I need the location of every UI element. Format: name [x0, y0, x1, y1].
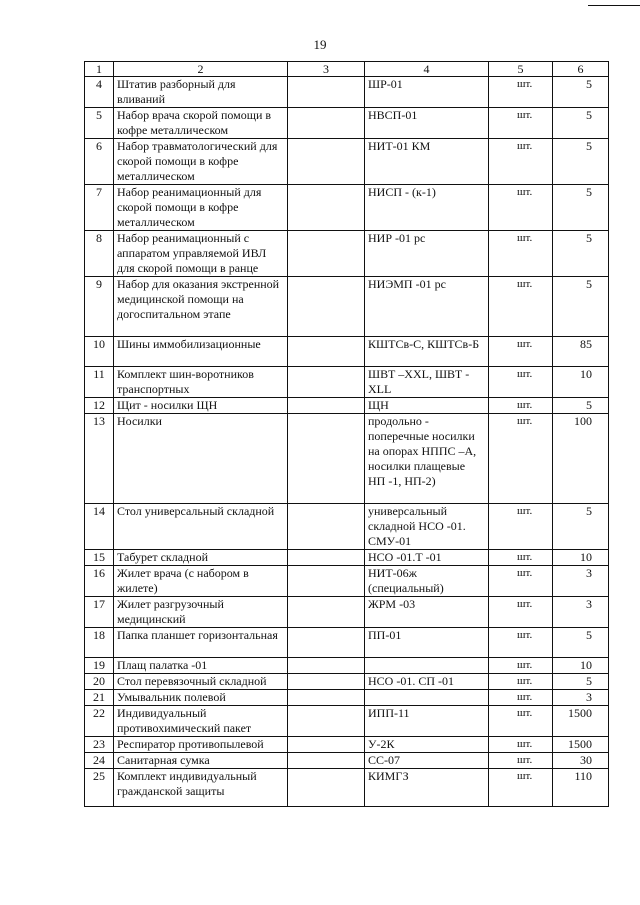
column-3-cell	[288, 753, 365, 769]
column-3-cell	[288, 674, 365, 690]
row-number-cell: 17	[85, 597, 114, 628]
quantity-cell: 1500	[553, 737, 609, 753]
model-cell: КШТСв-С, КШТСв-Б	[365, 337, 489, 367]
table-row	[85, 597, 609, 628]
table-row	[85, 337, 609, 367]
row-number-cell: 10	[85, 337, 114, 367]
item-name-cell: Набор врача скорой помощи в кофре металлическом	[114, 108, 288, 139]
column-3-cell	[288, 139, 365, 185]
unit-cell: шт.	[489, 597, 553, 628]
row-number-cell: 6	[85, 139, 114, 185]
row-number-cell: 20	[85, 674, 114, 690]
model-cell: ЖРМ -03	[365, 597, 489, 628]
unit-cell: шт.	[489, 769, 553, 807]
row-number-cell: 5	[85, 108, 114, 139]
item-name-cell: Индивидуальный противохимический пакет	[114, 706, 288, 737]
table-row	[85, 231, 609, 277]
model-cell: НИТ-01 КМ	[365, 139, 489, 185]
row-number-cell: 19	[85, 658, 114, 674]
item-name-cell: Умывальник полевой	[114, 690, 288, 706]
unit-cell: шт.	[489, 550, 553, 566]
table-header-row	[85, 62, 609, 77]
unit-cell: шт.	[489, 566, 553, 597]
row-number-cell: 22	[85, 706, 114, 737]
column-3-cell	[288, 628, 365, 658]
model-cell: СС-07	[365, 753, 489, 769]
unit-cell: шт.	[489, 139, 553, 185]
model-cell: НСО -01.Т -01	[365, 550, 489, 566]
column-3-cell	[288, 550, 365, 566]
table-row	[85, 566, 609, 597]
item-name-cell: Набор реанимационный для скорой помощи в кофре металлическом	[114, 185, 288, 231]
row-number-cell: 13	[85, 414, 114, 504]
model-cell: НИЭМП -01 рс	[365, 277, 489, 337]
equipment-table	[84, 61, 609, 807]
unit-cell: шт.	[489, 628, 553, 658]
page-number: 19	[313, 37, 327, 52]
header-cell: 1	[85, 62, 114, 77]
item-name-cell: Жилет врача (с набором в жилете)	[114, 566, 288, 597]
quantity-cell: 30	[553, 753, 609, 769]
row-number-cell: 11	[85, 367, 114, 398]
item-name-cell: Штатив разборный для вливаний	[114, 77, 288, 108]
quantity-cell: 10	[553, 367, 609, 398]
model-cell: универсальный складной НСО -01. СМУ-01	[365, 504, 489, 550]
quantity-cell: 5	[553, 628, 609, 658]
table-row	[85, 139, 609, 185]
column-3-cell	[288, 597, 365, 628]
column-3-cell	[288, 737, 365, 753]
model-cell: КИМГЗ	[365, 769, 489, 807]
unit-cell: шт.	[489, 77, 553, 108]
header-cell: 2	[114, 62, 288, 77]
unit-cell: шт.	[489, 185, 553, 231]
quantity-cell: 10	[553, 658, 609, 674]
column-3-cell	[288, 337, 365, 367]
quantity-cell: 3	[553, 690, 609, 706]
table-row	[85, 690, 609, 706]
table-row	[85, 504, 609, 550]
corner-line	[588, 5, 640, 6]
table-row	[85, 398, 609, 414]
row-number-cell: 9	[85, 277, 114, 337]
model-cell: ЩН	[365, 398, 489, 414]
table-row	[85, 277, 609, 337]
model-cell: ПП-01	[365, 628, 489, 658]
quantity-cell: 100	[553, 414, 609, 504]
table-row	[85, 77, 609, 108]
quantity-cell: 5	[553, 277, 609, 337]
table-row	[85, 769, 609, 807]
model-cell: ШР-01	[365, 77, 489, 108]
item-name-cell: Санитарная сумка	[114, 753, 288, 769]
model-cell: НИТ-06ж (специальный)	[365, 566, 489, 597]
column-3-cell	[288, 658, 365, 674]
model-cell: У-2К	[365, 737, 489, 753]
quantity-cell: 5	[553, 398, 609, 414]
row-number-cell: 12	[85, 398, 114, 414]
model-cell: НВСП-01	[365, 108, 489, 139]
unit-cell: шт.	[489, 414, 553, 504]
item-name-cell: Набор травматологический для скорой помощи в кофре металлическом	[114, 139, 288, 185]
item-name-cell: Папка планшет горизонтальная	[114, 628, 288, 658]
header-cell: 3	[288, 62, 365, 77]
row-number-cell: 25	[85, 769, 114, 807]
unit-cell: шт.	[489, 337, 553, 367]
quantity-cell: 3	[553, 566, 609, 597]
table-row	[85, 658, 609, 674]
table-row	[85, 706, 609, 737]
quantity-cell: 5	[553, 185, 609, 231]
row-number-cell: 8	[85, 231, 114, 277]
unit-cell: шт.	[489, 277, 553, 337]
table-row	[85, 628, 609, 658]
unit-cell: шт.	[489, 108, 553, 139]
unit-cell: шт.	[489, 658, 553, 674]
unit-cell: шт.	[489, 753, 553, 769]
column-3-cell	[288, 108, 365, 139]
header-cell: 5	[489, 62, 553, 77]
model-cell	[365, 690, 489, 706]
model-cell	[365, 658, 489, 674]
item-name-cell: Стол универсальный складной	[114, 504, 288, 550]
column-3-cell	[288, 769, 365, 807]
quantity-cell: 5	[553, 108, 609, 139]
column-3-cell	[288, 398, 365, 414]
table-row	[85, 185, 609, 231]
row-number-cell: 23	[85, 737, 114, 753]
item-name-cell: Носилки	[114, 414, 288, 504]
unit-cell: шт.	[489, 504, 553, 550]
model-cell: продольно - поперечные носилки на опорах НППС –А, носилки плащевые НП -1, НП-2)	[365, 414, 489, 504]
table-row	[85, 674, 609, 690]
table-row	[85, 414, 609, 504]
item-name-cell: Респиратор противопылевой	[114, 737, 288, 753]
unit-cell: шт.	[489, 674, 553, 690]
model-cell: ШВТ –XXL, ШВТ -XLL	[365, 367, 489, 398]
column-3-cell	[288, 277, 365, 337]
row-number-cell: 21	[85, 690, 114, 706]
unit-cell: шт.	[489, 737, 553, 753]
quantity-cell: 1500	[553, 706, 609, 737]
model-cell: НИР -01 рс	[365, 231, 489, 277]
item-name-cell: Комплект шин-воротников транспортных	[114, 367, 288, 398]
quantity-cell: 5	[553, 77, 609, 108]
model-cell: ИПП-11	[365, 706, 489, 737]
row-number-cell: 24	[85, 753, 114, 769]
column-3-cell	[288, 706, 365, 737]
quantity-cell: 5	[553, 504, 609, 550]
row-number-cell: 15	[85, 550, 114, 566]
unit-cell: шт.	[489, 706, 553, 737]
header-cell: 6	[553, 62, 609, 77]
quantity-cell: 110	[553, 769, 609, 807]
quantity-cell: 10	[553, 550, 609, 566]
column-3-cell	[288, 414, 365, 504]
table-row	[85, 737, 609, 753]
item-name-cell: Стол перевязочный складной	[114, 674, 288, 690]
row-number-cell: 14	[85, 504, 114, 550]
unit-cell: шт.	[489, 231, 553, 277]
item-name-cell: Табурет складной	[114, 550, 288, 566]
row-number-cell: 16	[85, 566, 114, 597]
item-name-cell: Жилет разгрузочный медицинский	[114, 597, 288, 628]
column-3-cell	[288, 367, 365, 398]
row-number-cell: 18	[85, 628, 114, 658]
quantity-cell: 5	[553, 674, 609, 690]
header-cell: 4	[365, 62, 489, 77]
unit-cell: шт.	[489, 690, 553, 706]
column-3-cell	[288, 77, 365, 108]
item-name-cell: Щит - носилки ЩН	[114, 398, 288, 414]
column-3-cell	[288, 231, 365, 277]
table-row	[85, 367, 609, 398]
table-row	[85, 550, 609, 566]
column-3-cell	[288, 566, 365, 597]
quantity-cell: 5	[553, 231, 609, 277]
table-row	[85, 108, 609, 139]
column-3-cell	[288, 690, 365, 706]
model-cell: НИСП - (к-1)	[365, 185, 489, 231]
column-3-cell	[288, 504, 365, 550]
quantity-cell: 3	[553, 597, 609, 628]
quantity-cell: 5	[553, 139, 609, 185]
column-3-cell	[288, 185, 365, 231]
item-name-cell: Комплект индивидуальный гражданской защиты	[114, 769, 288, 807]
table-row	[85, 753, 609, 769]
unit-cell: шт.	[489, 398, 553, 414]
item-name-cell: Набор реанимационный с аппаратом управляемой ИВЛ для скорой помощи в ранце	[114, 231, 288, 277]
unit-cell: шт.	[489, 367, 553, 398]
model-cell: НСО -01. СП -01	[365, 674, 489, 690]
item-name-cell: Шины иммобилизационные	[114, 337, 288, 367]
item-name-cell: Плащ палатка -01	[114, 658, 288, 674]
item-name-cell: Набор для оказания экстренной медицинской помощи на догоспитальном этапе	[114, 277, 288, 337]
row-number-cell: 7	[85, 185, 114, 231]
row-number-cell: 4	[85, 77, 114, 108]
quantity-cell: 85	[553, 337, 609, 367]
